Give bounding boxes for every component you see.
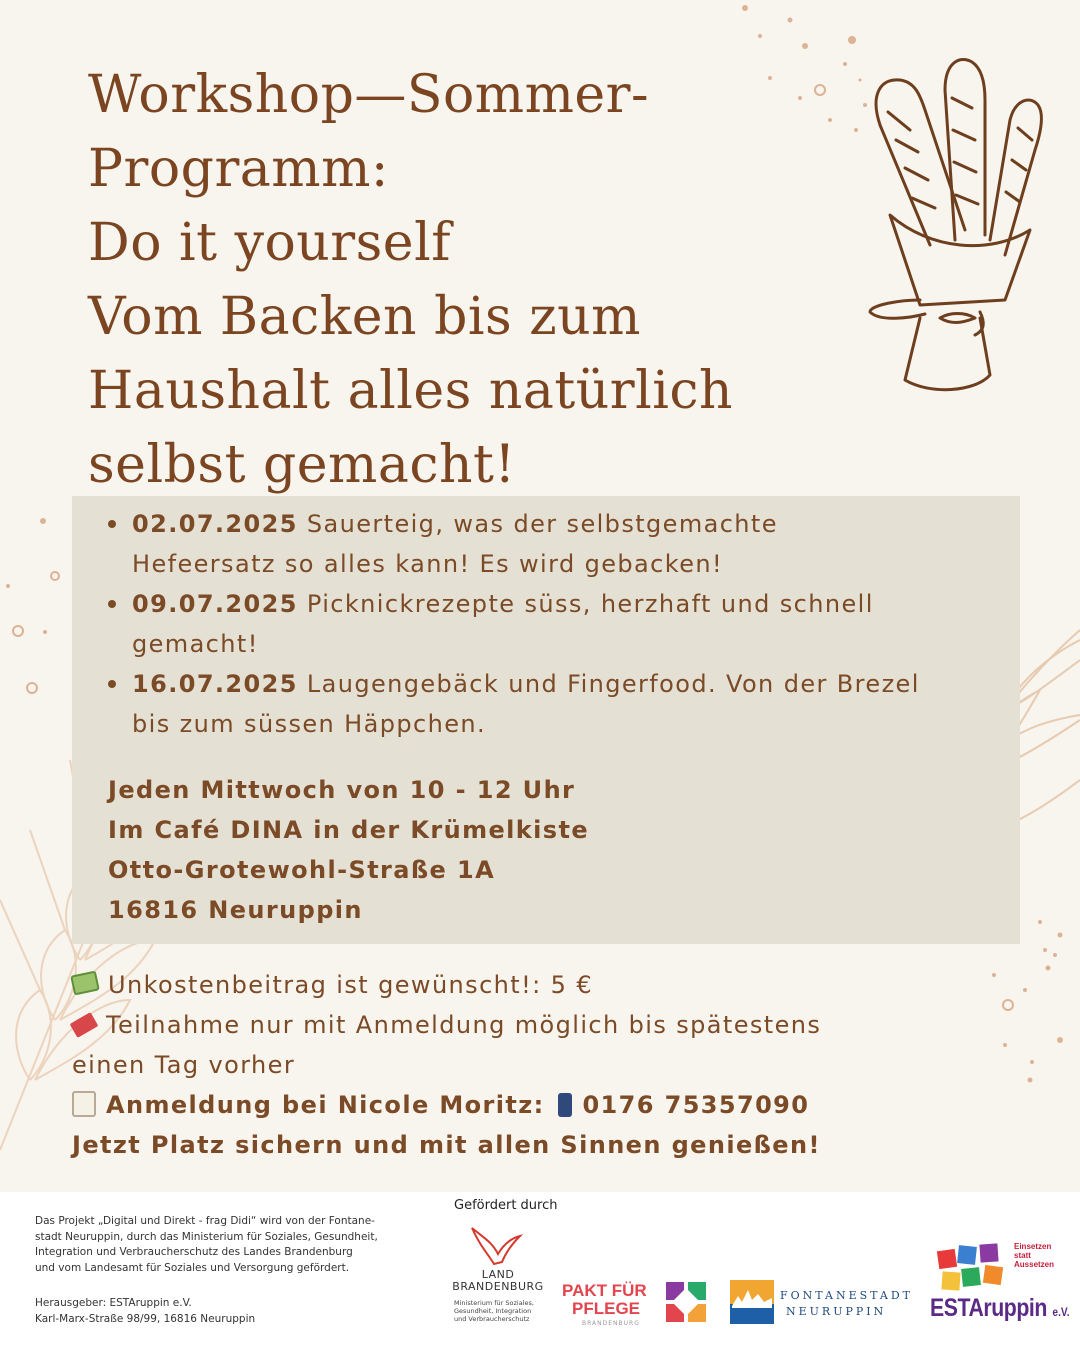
- ministry-caption: [454, 1299, 549, 1323]
- cost-row: [72, 965, 1032, 1005]
- event-date: 02.07.2025: [132, 510, 298, 538]
- footer: [0, 1192, 1080, 1350]
- venue-city: 16816 Neuruppin: [108, 896, 363, 924]
- event-item: [132, 504, 1002, 584]
- esta-slogan: [1014, 1242, 1064, 1269]
- event-list: [132, 504, 1002, 744]
- title-line: selbst gemacht!: [88, 435, 516, 495]
- project-note-line: und vom Landesamt für Soziales und Versorgung gefördert.: [35, 1261, 350, 1274]
- event-text: Laugengebäck und Fingerfood. Von der Brezel: [297, 670, 920, 698]
- eagle-icon: [464, 1224, 524, 1268]
- event-text-cont: Hefeersatz so alles kann! Es wird gebacken!: [132, 550, 724, 578]
- ticket-icon: [70, 1012, 99, 1038]
- ministry-line: Gesundheit, Integration: [454, 1307, 532, 1315]
- venue-street: Otto-Grotewohl-Straße 1A: [108, 856, 496, 884]
- event-text: Sauerteig, was der selbstgemachte: [297, 510, 778, 538]
- pakt-line: PAKT FÜR: [562, 1281, 647, 1300]
- event-item: [132, 664, 1002, 744]
- phone-number[interactable]: 0176 75357090: [582, 1091, 810, 1119]
- info-block: [72, 965, 1032, 1165]
- fontanestadt-line: FONTANESTADT: [780, 1289, 913, 1302]
- esta-ev: e.V.: [1052, 1305, 1070, 1319]
- event-text-cont: gemacht!: [132, 630, 259, 658]
- venue-place: Im Café DINA in der Krümelkiste: [108, 816, 590, 844]
- memo-icon: [72, 1091, 96, 1117]
- brandenburg-title: [452, 1269, 544, 1293]
- project-note-line: Das Projekt „Digital und Direkt - frag Didi“ wird von der Fontane-: [35, 1215, 375, 1227]
- fontanestadt-logo: [730, 1280, 920, 1326]
- funded-by-label: Gefördert durch: [454, 1198, 558, 1213]
- event-date: 16.07.2025: [132, 670, 298, 698]
- ministry-line: und Verbraucherschutz: [454, 1315, 530, 1323]
- fontanestadt-line: NEURUPPIN: [786, 1305, 887, 1318]
- registration-row-cont: einen Tag vorher: [72, 1051, 296, 1079]
- event-text: Picknickrezepte süss, herzhaft und schnell: [297, 590, 874, 618]
- publisher-line: Herausgeber: ESTAruppin e.V.: [35, 1297, 192, 1309]
- contact-label: Anmeldung bei Nicole Moritz:: [106, 1091, 545, 1119]
- page-title: [88, 58, 808, 502]
- registration-row: [72, 1005, 1032, 1045]
- title-line: Do it yourself: [88, 213, 451, 273]
- brandenburg-logo: [452, 1224, 547, 1332]
- esta-slogan-line: Einsetzen: [1014, 1242, 1052, 1251]
- project-note-line: Integration und Verbraucherschutz des Landes Brandenburg: [35, 1246, 353, 1258]
- pakt-title: [562, 1282, 647, 1318]
- title-line: Workshop—Sommer-: [88, 65, 650, 125]
- pakt-subtitle: BRANDENBURG: [582, 1320, 640, 1327]
- venue-time: Jeden Mittwoch von 10 - 12 Uhr: [108, 776, 576, 804]
- brandenburg-line: BRANDENBURG: [452, 1280, 544, 1293]
- esta-slogan-line: statt: [1014, 1251, 1031, 1260]
- publisher-line: Karl-Marx-Straße 98/99, 16816 Neuruppin: [35, 1312, 256, 1325]
- title-line: Programm:: [88, 139, 389, 199]
- esta-slogan-line: Aussetzen: [1014, 1260, 1055, 1269]
- puzzle-cross-icon: [664, 1280, 708, 1324]
- publisher-note: [35, 1296, 435, 1327]
- esta-name-text: ESTAruppin: [930, 1294, 1047, 1322]
- puzzle-pieces-icon: [928, 1242, 1012, 1300]
- title-line: Haushalt alles natürlich: [88, 361, 733, 421]
- event-item: [132, 584, 1002, 664]
- pakt-line: PFLEGE: [572, 1299, 641, 1318]
- ministry-line: Ministerium für Soziales,: [454, 1299, 534, 1307]
- call-to-action: Jetzt Platz sichern und mit allen Sinnen genießen!: [72, 1131, 821, 1159]
- contact-row: [72, 1085, 1032, 1125]
- project-note: [35, 1214, 435, 1276]
- fontanestadt-text: [780, 1288, 913, 1320]
- event-date: 09.07.2025: [132, 590, 298, 618]
- event-text-cont: bis zum süssen Häppchen.: [132, 710, 487, 738]
- registration-text: Teilnahme nur mit Anmeldung möglich bis spätestens: [106, 1011, 822, 1039]
- project-note-line: stadt Neuruppin, durch das Ministerium für Soziales, Gesundheit,: [35, 1230, 378, 1243]
- city-skyline-icon: [730, 1280, 774, 1324]
- estaruppin-logo: [928, 1242, 1070, 1332]
- phone-icon: [558, 1093, 572, 1117]
- cost-text: Unkostenbeitrag ist gewünscht!: 5 €: [108, 971, 593, 999]
- venue-block: [108, 770, 988, 930]
- title-line: Vom Backen bis zum: [88, 287, 641, 347]
- bread-illustration: [870, 59, 1041, 389]
- brandenburg-line: LAND: [481, 1268, 515, 1281]
- money-icon: [70, 971, 100, 996]
- pakt-fuer-pflege-logo: [562, 1280, 712, 1330]
- esta-name: [930, 1294, 1070, 1323]
